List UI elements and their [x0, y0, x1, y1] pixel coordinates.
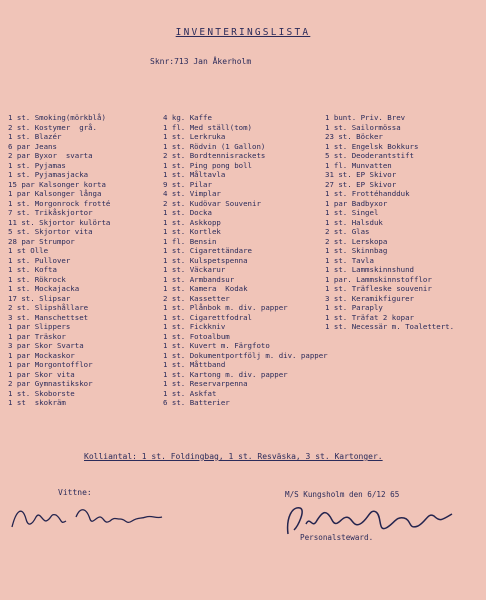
- inventory-column-2: [163, 113, 328, 408]
- inventory-item: 1 par Kalsonger långa: [8, 189, 102, 198]
- inventory-item: 1 st. Sailormössa: [325, 122, 401, 132]
- inventory-item: 3 st. Keramikfigurer: [325, 293, 414, 303]
- inventory-item: 1 par Morgontofflor: [8, 360, 93, 369]
- inventory-item: 23 st. Böcker: [325, 132, 383, 141]
- inventory-item: 1 st. Måltavla: [163, 170, 226, 179]
- inventory-item: 1 st. Rökrock: [8, 274, 66, 284]
- inventory-item: 2 st. Bordtennisrackets: [163, 151, 266, 160]
- inventory-item: 1 st. Smoking(mörkblå): [8, 113, 106, 122]
- package-count: Kolliantal: 1 st. Foldingbag, 1 st. Resväska, 3 st. Kartonger.: [84, 452, 383, 461]
- inventory-item: 7 st. Trikåskjortor: [8, 208, 93, 217]
- inventory-item: 3 par Skor Svarta: [8, 341, 84, 350]
- inventory-item: 1 st. Pullover: [8, 255, 71, 265]
- inventory-item: 1 st. Docka: [163, 208, 212, 217]
- inventory-item: 1 st. Cigarettfodral: [163, 312, 252, 322]
- inventory-item: 1 st. Kofta: [8, 265, 57, 274]
- inventory-item: 2 st. Lerskopa: [325, 236, 388, 246]
- inventory-item: 28 par Strumpor: [8, 236, 75, 246]
- inventory-item: 1 par Slippers: [8, 322, 71, 331]
- inventory-item: 11 st. Skjortor kulörta: [8, 217, 111, 227]
- document-title: INVENTERINGSLISTA: [175, 27, 311, 38]
- inventory-item: 1 st. Halsduk: [325, 217, 383, 227]
- inventory-item: 2 par Byxor svarta: [8, 151, 93, 160]
- inventory-item: 1 st. Träfleske souvenir: [325, 284, 432, 293]
- steward-role: Personalsteward.: [300, 533, 374, 542]
- inventory-item: 31 st. EP Skivor: [325, 170, 397, 179]
- inventory-item: 4 kg. Kaffe: [163, 113, 212, 122]
- inventory-item: 1 st. Måttband: [163, 360, 226, 369]
- witness-signature: [6, 497, 166, 537]
- inventory-item: 1 st. Fotoalbum: [163, 331, 230, 341]
- inventory-item: 1 bunt. Priv. Brev: [325, 113, 406, 122]
- inventory-item: 1 par Skor vita: [8, 369, 75, 379]
- inventory-item: 1 st. Kartong m. div. papper: [163, 369, 288, 379]
- inventory-item: 3 st. Manschettset: [8, 312, 89, 322]
- inventory-item: 1 st. Lerkruka: [163, 132, 226, 141]
- inventory-item: 1 st Olle: [8, 246, 49, 255]
- inventory-item: 1 st. Plånbok m. div. papper: [163, 303, 288, 312]
- document-subtitle: Sknr:713 Jan Åkerholm: [150, 57, 252, 66]
- inventory-item: 1 st. Reservarpenna: [163, 379, 248, 388]
- place-and-date: M/S Kungsholm den 6/12 65: [285, 490, 400, 499]
- inventory-item: 1 st. Mockajacka: [8, 284, 80, 293]
- inventory-item: 1 st. Väckarur: [163, 265, 226, 274]
- inventory-item: 1 st. Ping pong boll: [163, 160, 252, 170]
- inventory-item: 1 st. Askkopp: [163, 217, 221, 227]
- inventory-item: 1 st. Blazér: [8, 132, 62, 141]
- inventory-item: 2 st. Kostymer grå.: [8, 122, 97, 132]
- inventory-item: 1 st. Skoborste: [8, 388, 75, 398]
- inventory-item: 1 par Träskor: [8, 331, 66, 341]
- witness-label: Vittne:: [58, 488, 92, 497]
- inventory-item: 1 st. Kamera Kodak: [163, 284, 248, 293]
- inventory-item: 1 par Badbyxor: [325, 198, 388, 208]
- inventory-item: 5 st. Skjortor vita: [8, 227, 93, 236]
- inventory-item: 2 st. Glas: [325, 227, 370, 236]
- inventory-item: 5 st. Deoderantstift: [325, 151, 414, 160]
- inventory-item: 1 st. Lammskinnshund: [325, 265, 414, 274]
- inventory-item: 1 st. Necessär m. Toalettert.: [325, 322, 455, 331]
- inventory-item: 1 st. Fickkniv: [163, 322, 226, 331]
- inventory-item: 2 st. Kudövar Souvenir: [163, 198, 261, 208]
- inventory-item: 15 par Kalsonger korta: [8, 179, 106, 189]
- inventory-item: 1 st. Kulspetspenna: [163, 255, 248, 265]
- inventory-item: 1 st. Pyjamasjacka: [8, 170, 89, 179]
- inventory-item: 1 st. Tavla: [325, 255, 374, 265]
- inventory-item: 1 st. Pyjamas: [8, 160, 66, 170]
- inventory-item: 6 st. Batterier: [163, 398, 230, 407]
- inventory-item: 1 st. Askfat: [163, 388, 217, 398]
- inventory-item: 1 par. Lammskinnstofflor: [325, 274, 432, 284]
- inventory-item: 1 st. Dokumentportfölj m. div. papper: [163, 350, 328, 360]
- inventory-item: 1 st. Rödvin (1 Gallon): [163, 141, 266, 151]
- inventory-item: 2 par Gymnastikskor: [8, 379, 93, 388]
- inventory-item: 1 st. Kortlek: [163, 227, 221, 236]
- inventory-item: 1 fl. Med ställ(tom): [163, 122, 252, 132]
- inventory-column-1: [8, 113, 110, 408]
- inventory-item: 17 st. Slipsar: [8, 293, 71, 303]
- inventory-item: 4 st. Vimplar: [163, 189, 221, 198]
- inventory-item: 1 st. Cigarettändare: [163, 246, 252, 255]
- inventory-item: 1 st. Paraply: [325, 303, 383, 312]
- inventory-item: 9 st. Pilar: [163, 179, 212, 189]
- inventory-item: 1 st. Morgonrock frotté: [8, 198, 111, 208]
- inventory-item: 1 st. Singel: [325, 208, 379, 217]
- inventory-item: 1 st skokräm: [8, 398, 66, 407]
- inventory-item: 6 par Jeans: [8, 141, 57, 151]
- inventory-item: 2 st. Kassetter: [163, 293, 230, 303]
- inventory-item: 1 st. Träfat 2 kopar: [325, 312, 414, 322]
- inventory-item: 1 st. Armbandsur: [163, 274, 235, 284]
- inventory-item: 1 par Mockaskor: [8, 350, 75, 360]
- inventory-item: 1 st. Skinnbag: [325, 246, 388, 255]
- inventory-item: 1 fl. Munvatten: [325, 160, 392, 170]
- inventory-item: 2 st. Slipshållare: [8, 303, 89, 312]
- inventory-item: 1 st. Engelsk Bokkurs: [325, 141, 419, 151]
- inventory-item: 27 st. EP Skivor: [325, 179, 397, 189]
- inventory-item: 1 st. Frottéhandduk: [325, 189, 410, 198]
- inventory-item: 1 fl. Bensin: [163, 236, 217, 246]
- inventory-item: 1 st. Kuvert m. Färgfoto: [163, 341, 270, 350]
- inventory-column-3: [325, 113, 454, 332]
